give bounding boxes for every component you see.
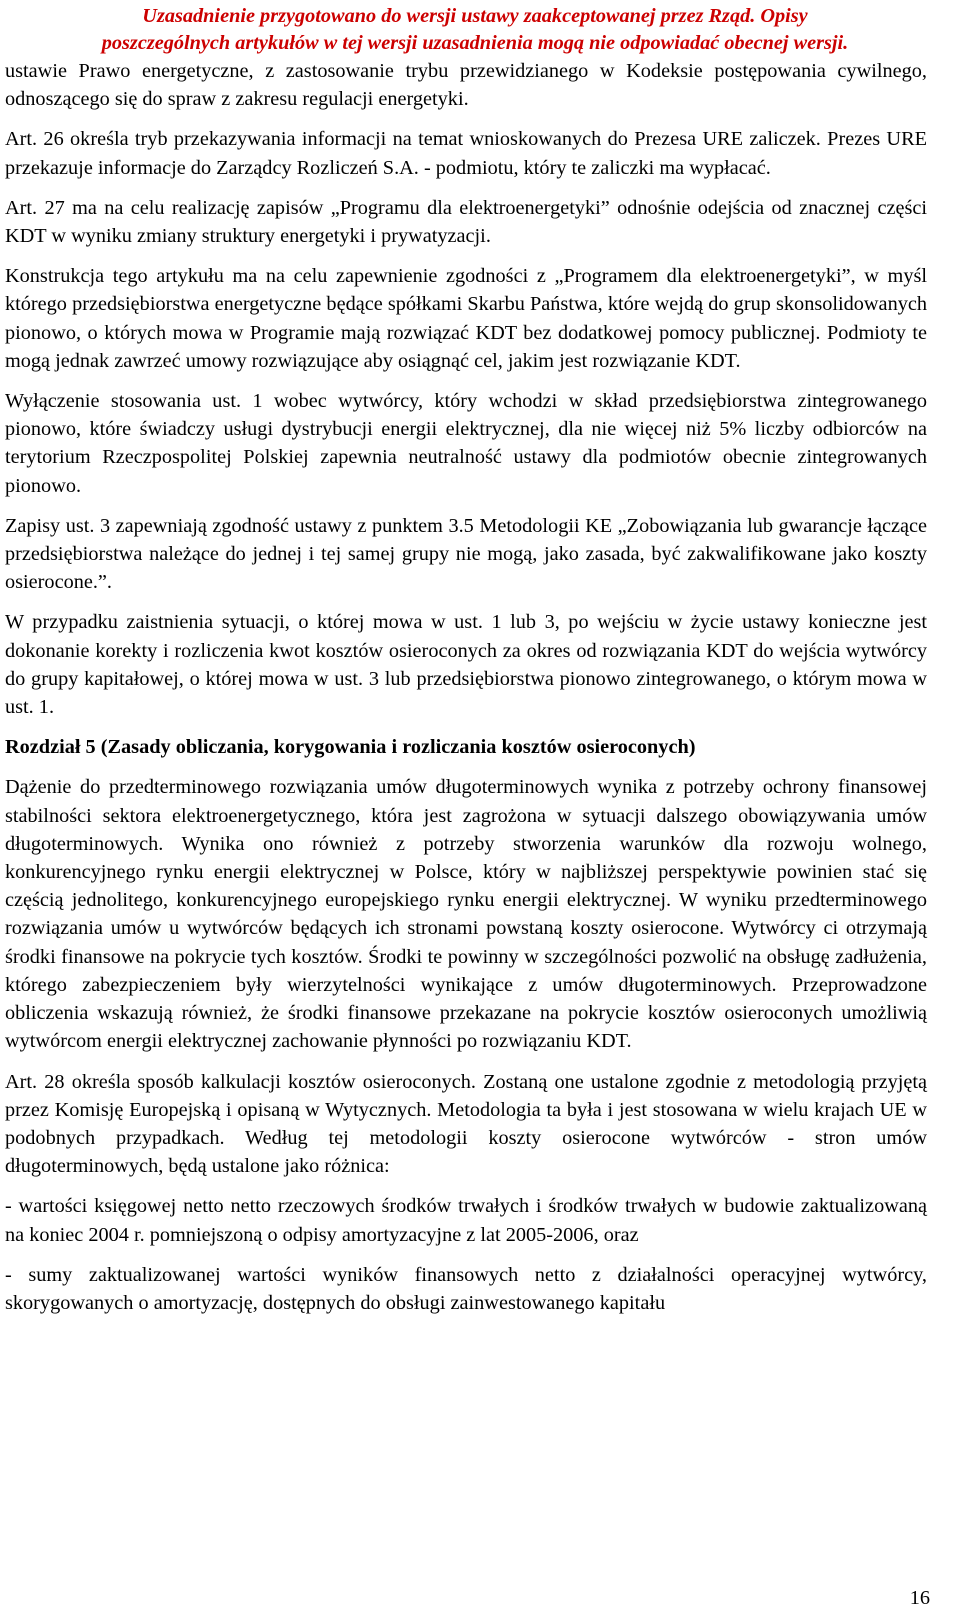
paragraph-bullet-sum: - sumy zaktualizowanej wartości wyników finansowych netto z działalności operacyjnej wytwórcy, skorygowanych o amortyzację, dostępnych do obsługi zainwestowanego kapitału [5,1263,927,1314]
paragraph-construction: Konstrukcja tego artykułu ma na celu zapewnienie zgodności z „Programem dla elektroenergetyki”, w myśl którego przedsiębiorstwa energetyczne będące spółkami Skarbu Państwa, które wejdą do grup skonsolidowanych pionowo, o których mowa w Programie mają rozwiązać KDT bez dodatkowej pomocy publicznej. Podmioty te mogą jednak zawrzeć umowy rozwiązujące aby osiągnąć cel, jakim jest rozwiązanie KDT. [5,265,927,372]
document-page [5,0,927,1329]
paragraph-early-termination: Dążenie do przedterminowego rozwiązania umów długoterminowych wynika z potrzeby ochrony finansowej stabilności sektora elektroenergetycznego, która jest zagrożona w sytuacji dalszego obowiązywania umów długoterminowych. Wynika ono również z potrzeby stworzenia warunków dla rozwoju wolnego, konkurencyjnego rynku energii elektrycznej w Polsce, który w najbliższej perspektywie powinien stać się częścią jednolitego, konkurencyjnego europejskiego rynku energii elektrycznej. W wyniku przedterminowego rozwiązania umów u wytwórców będących ich stronami powstaną koszty osierocone. Wytwórcy ci otrzymają środki finansowe na pokrycie tych kosztów. Środki te powinny w szczególności pozwolić na obsługę zadłużenia, którego zabezpieczeniem były wierzytelności wynikające z umów długoterminowych. Przeprowadzone obliczenia wskazują również, że środki finansowe przekazane na pokrycie kosztów osieroconych umożliwią wytwórcom energii elektrycznej zachowanie płynności po rozwiązaniu KDT. [5,776,927,1053]
paragraph-art-28: Art. 28 określa sposób kalkulacji kosztów osieroconych. Zostaną one ustalone zgodnie z metodologią przyjętą przez Komisję Europejską i opisaną w Wytycznych. Metodologia ta była i jest stosowana w wielu krajach UE w podobnych przypadkach. Według tej metodologii koszty osierocone wytwórców - stron umów długoterminowych, będą ustalone jako różnica: [5,1070,927,1178]
chapter-heading: Rozdział 5 (Zasady obliczania, korygowania i rozliczania kosztów osieroconych) [5,736,696,759]
page-number: 16 [909,1587,930,1609]
draft-notice-line-1: Uzasadnienie przygotowano do wersji ustawy zaakceptowanej przez Rząd. Opisy [142,5,808,27]
paragraph-art-27: Art. 27 ma na celu realizację zapisów „Programu dla elektroenergetyki” odnośnie odejścia od znacznej części KDT w wyniku zmiany struktury energetyki i prywatyzacji. [5,196,927,248]
paragraph-art-26: Art. 26 określa tryb przekazywania informacji na temat wnioskowanych do Prezesa URE zaliczek. Prezes URE przekazuje informacje do Zarządcy Rozliczeń S.A. - podmiotu, który te zaliczki ma wypłacać. [5,128,927,179]
paragraph-ust-3: Zapisy ust. 3 zapewniają zgodność ustawy z punktem 3.5 Metodologii KE „Zobowiązania lub gwarancje łączące przedsiębiorstwa należące do jednej i tej samej grupy nie mogą, jako zasada, być zakwalifikowane jako koszty osierocone.”. [5,514,927,594]
paragraph-continuation: ustawie Prawo energetyczne, z zastosowanie trybu przewidzianego w Kodeksie postępowania cywilnego, odnoszącego się do spraw z zakresu regulacji energetyki. [5,60,927,111]
paragraph-exclusion: Wyłączenie stosowania ust. 1 wobec wytwórcy, który wchodzi w skład przedsiębiorstwa zintegrowanego pionowo, które świadczy usługi dystrybucji energii elektrycznej, dla nie więcej niż 5% liczby odbiorców na terytorium Rzeczpospolitej Polskiej zapewnia neutralność ustawy dla podmiotów obecnie zintegrowanych pionowo. [5,390,927,497]
draft-notice-line-2: poszczególnych artykułów w tej wersji uzasadnienia mogą nie odpowiadać obecnej wersji. [101,32,849,54]
paragraph-correction: W przypadku zaistnienia sytuacji, o której mowa w ust. 1 lub 3, po wejściu w życie ustawy konieczne jest dokonanie korekty i rozliczenia kwot kosztów osieroconych za okres od rozwiązania KDT do wejścia wytwórcy do grupy kapitałowej, o której mowa w ust. 3 lub przedsiębiorstwa pionowo zintegrowanego, o którym mowa w ust. 1. [5,611,927,719]
paragraph-bullet-book-value: - wartości księgowej netto netto rzeczowych środków trwałych i środków trwałych w budowie zaktualizowaną na koniec 2004 r. pomniejszoną o odpisy amortyzacyjne z lat 2005-2006, oraz [5,1195,927,1246]
draft-notice-banner [5,0,927,57]
